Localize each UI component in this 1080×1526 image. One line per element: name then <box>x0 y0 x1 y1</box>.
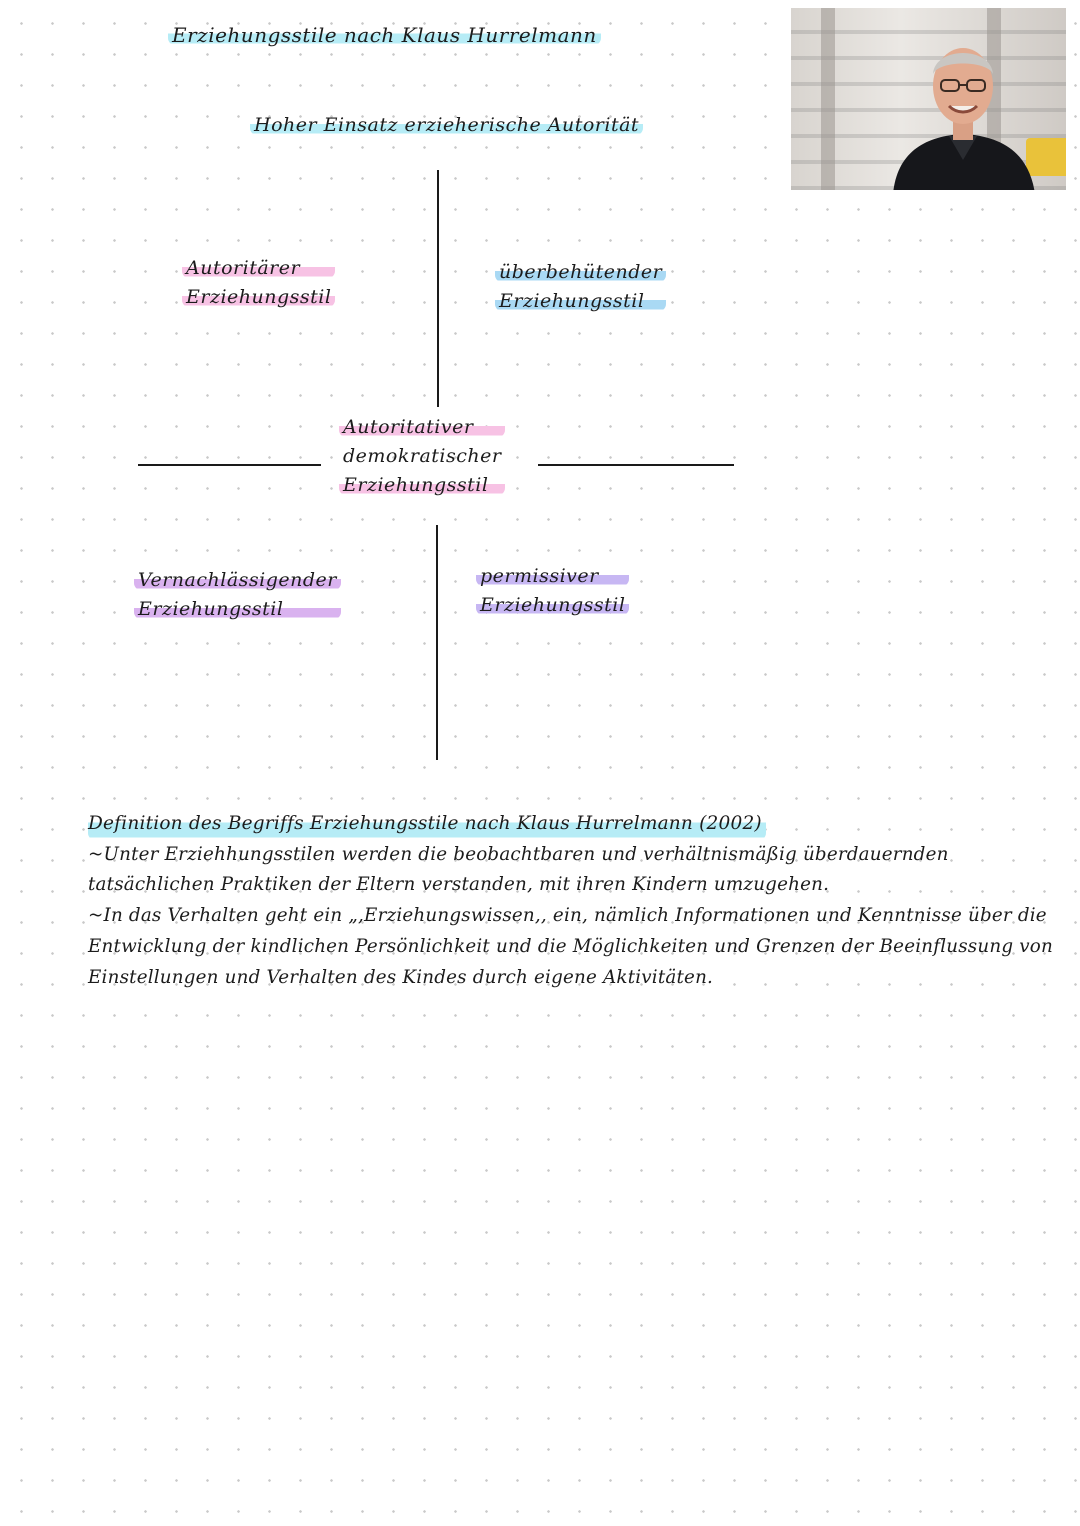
portrait-photo <box>791 8 1066 190</box>
quadrant-top-left: Autoritärer Erziehungsstil <box>182 258 335 316</box>
quadrant-bottom-right: permissiver Erziehungsstil <box>476 566 629 624</box>
definition-title: Definition des Begriffs Erziehungsstile nach Klaus Hurrelmann (2002) <box>88 808 1073 840</box>
person-illustration <box>883 24 1043 190</box>
definition-paragraph-2: ~In das Verhalten geht ein „,Erziehungswissen,, ein, nämlich Informationen und Kenntnisse über die Entwicklung der kindlichen Persönlichkeit und die Möglichkeiten und Grenzen der Beeinflussung von Einstellungen und Verhalten des Kindes durch eigene Aktivitäten. <box>88 905 1053 988</box>
vertical-axis-top <box>437 170 439 407</box>
quadrant-top-right: überbehütender Erziehungsstil <box>495 262 666 320</box>
quadrant-center: Autoritativer demokratischer Erziehungsstil <box>339 417 505 504</box>
quadrant-bottom-left: Vernachlässigender Erziehungsstil <box>134 570 341 628</box>
vertical-axis-bottom <box>436 525 438 760</box>
horizontal-axis-right <box>538 464 734 466</box>
horizontal-axis-left <box>138 464 321 466</box>
definition-section <box>88 808 1073 993</box>
page-title: Erziehungsstile nach Klaus Hurrelmann <box>168 24 601 45</box>
definition-paragraph-1: ~Unter Erziehhungsstilen werden die beobachtbaren und verhältnismäßig überdauernden tatsächlichen Praktiken der Eltern verstanden, mit ihren Kindern umzugehen. <box>88 843 949 896</box>
axis-top-label: Hoher Einsatz erzieherische Autorität <box>250 115 643 135</box>
